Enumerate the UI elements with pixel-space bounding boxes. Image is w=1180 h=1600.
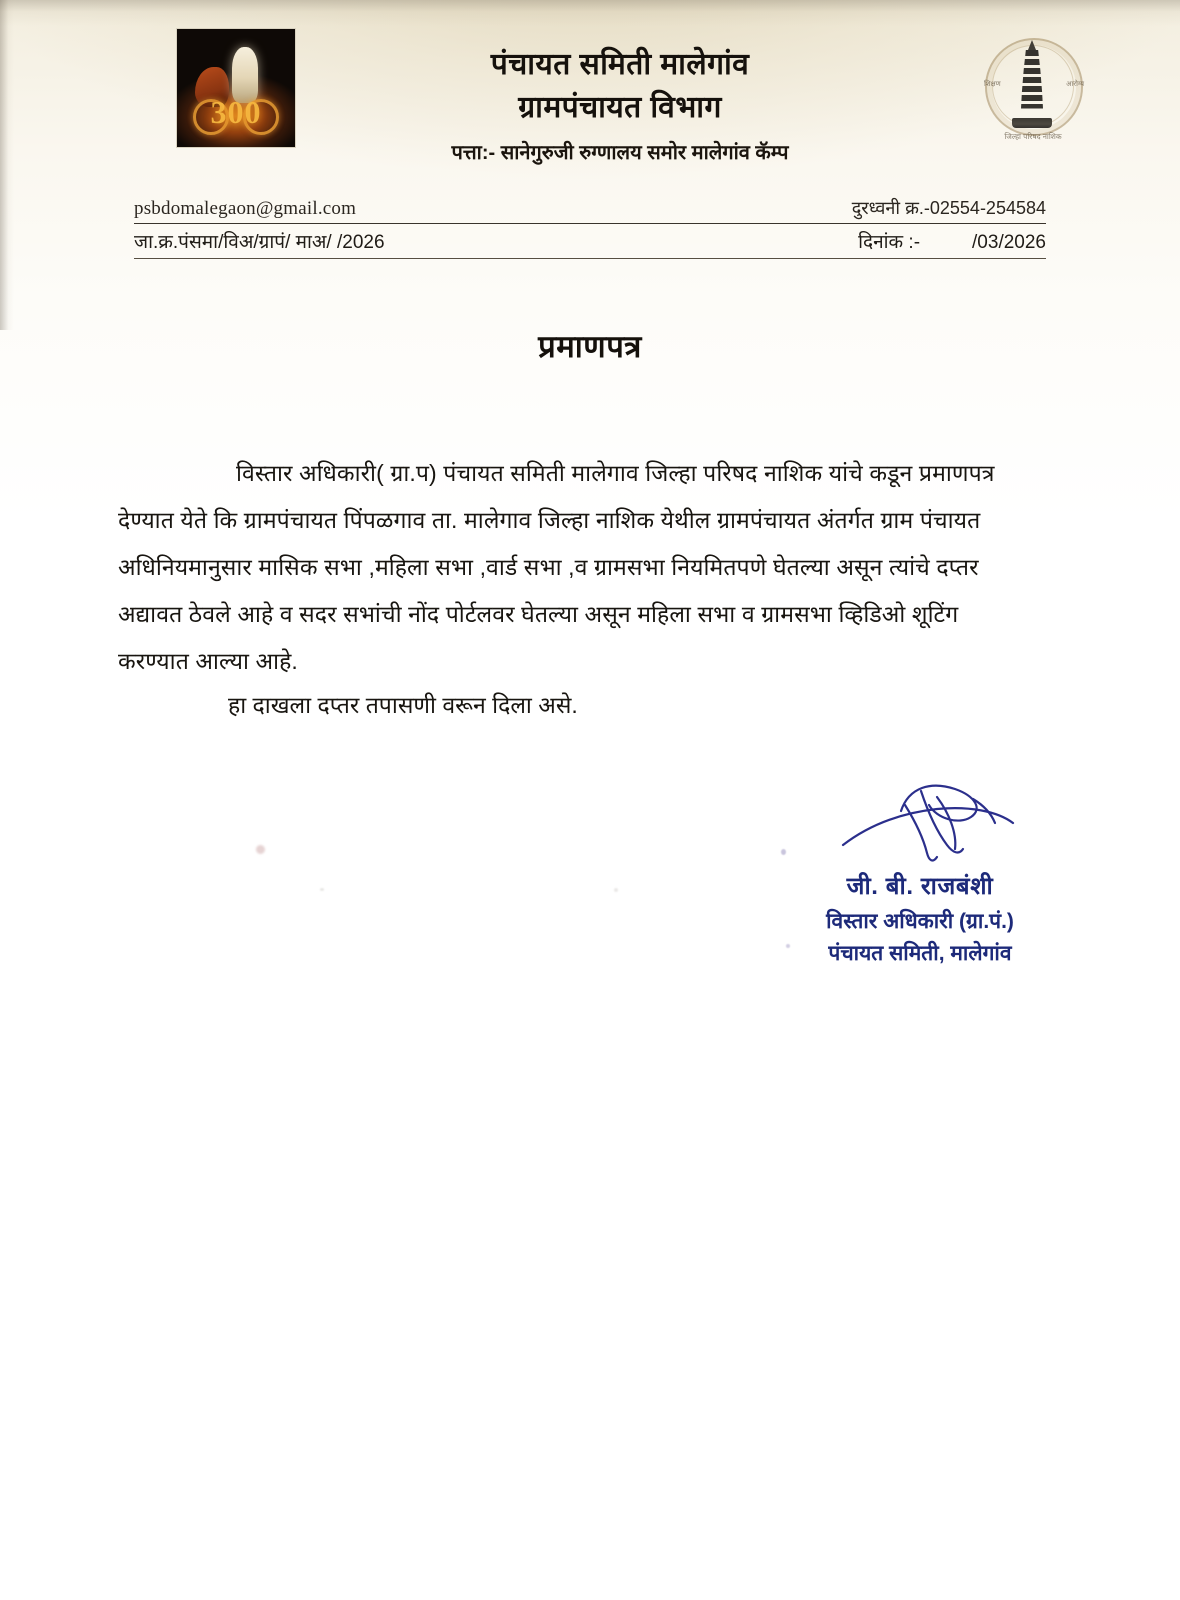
office-phone: दुरध्वनी क्र.-02554-254584 <box>851 198 1046 218</box>
divider-rule-bottom <box>134 258 1046 259</box>
panchayat-samiti-chariot-emblem-icon <box>176 28 296 148</box>
scan-artifact-speck <box>614 888 618 892</box>
scan-artifact-speck <box>320 888 324 891</box>
signature-block <box>770 775 1070 967</box>
reference-date-row <box>134 224 1046 258</box>
letterhead <box>0 0 1180 190</box>
office-address: पत्ता:- सानेगुरुजी रुग्णालय समोर मालेगांव कॅम्प <box>451 142 789 165</box>
signatory-name: जी. बी. राजबंशी <box>846 873 994 900</box>
letterhead-titles <box>300 44 940 165</box>
certificate-body <box>118 450 1064 685</box>
signatory-office: पंचायत समिती, मालेगांव <box>828 942 1012 965</box>
seal-label-left: शिक्षण <box>984 81 1001 88</box>
zilla-parishad-seal-emblem-icon <box>978 28 1088 150</box>
scan-artifact-speck <box>256 845 265 854</box>
email-phone-row <box>134 196 1046 223</box>
contact-reference-band <box>134 196 1046 259</box>
body-line: अद्यावत ठेवले आहे व सदर सभांची नोंद पोर्टलवर घेतल्या असून महिला सभा व ग्रामसभा व्हिडिओ शूटिंग <box>118 601 959 627</box>
emblem-caption-300: 300 <box>210 94 262 130</box>
body-line: करण्यात आल्या आहे. <box>118 648 298 674</box>
signatory-designation: विस्तार अधिकारी (ग्रा.पं.) <box>826 910 1014 933</box>
reference-number: जा.क्र.पंसमा/विअ/ग्रापं/ माअ/ /2026 <box>134 232 385 253</box>
office-email: psbdomalegaon@gmail.com <box>134 198 357 219</box>
body-line: विस्तार अधिकारी( ग्रा.प) पंचायत समिती मालेगाव जिल्हा परिषद नाशिक यांचे कडून प्रमाणपत्र <box>236 460 995 486</box>
closing-statement: हा दाखला दप्तर तपासणी वरून दिला असे. <box>228 692 578 718</box>
seal-label-right: आरोग्य <box>1066 81 1084 88</box>
seal-pillar-base <box>1012 118 1052 128</box>
body-line: अधिनियमानुसार मासिक सभा ,महिला सभा ,वार्ड सभा ,व ग्रामसभा नियमितपणे घेतल्या असून त्यांचे दप्तर <box>118 554 979 580</box>
document-title: प्रमाणपत्र <box>538 329 642 364</box>
organization-name: पंचायत समिती मालेगांव <box>490 48 750 81</box>
department-name: ग्रामपंचायत विभाग <box>518 90 722 124</box>
handwritten-signature-mark <box>770 775 1070 867</box>
date-value: /03/2026 <box>972 232 1046 253</box>
body-line: देण्यात येते कि ग्रामपंचायत पिंपळगाव ता. मालेगाव जिल्हा नाशिक येथील ग्रामपंचायत अंतर्गत ग्राम पंचायत <box>118 507 981 533</box>
date-field <box>858 228 1046 254</box>
seal-label-bottom: जिल्हा परिषद नाशिक <box>1004 132 1062 141</box>
date-label: दिनांक :- <box>858 232 921 253</box>
